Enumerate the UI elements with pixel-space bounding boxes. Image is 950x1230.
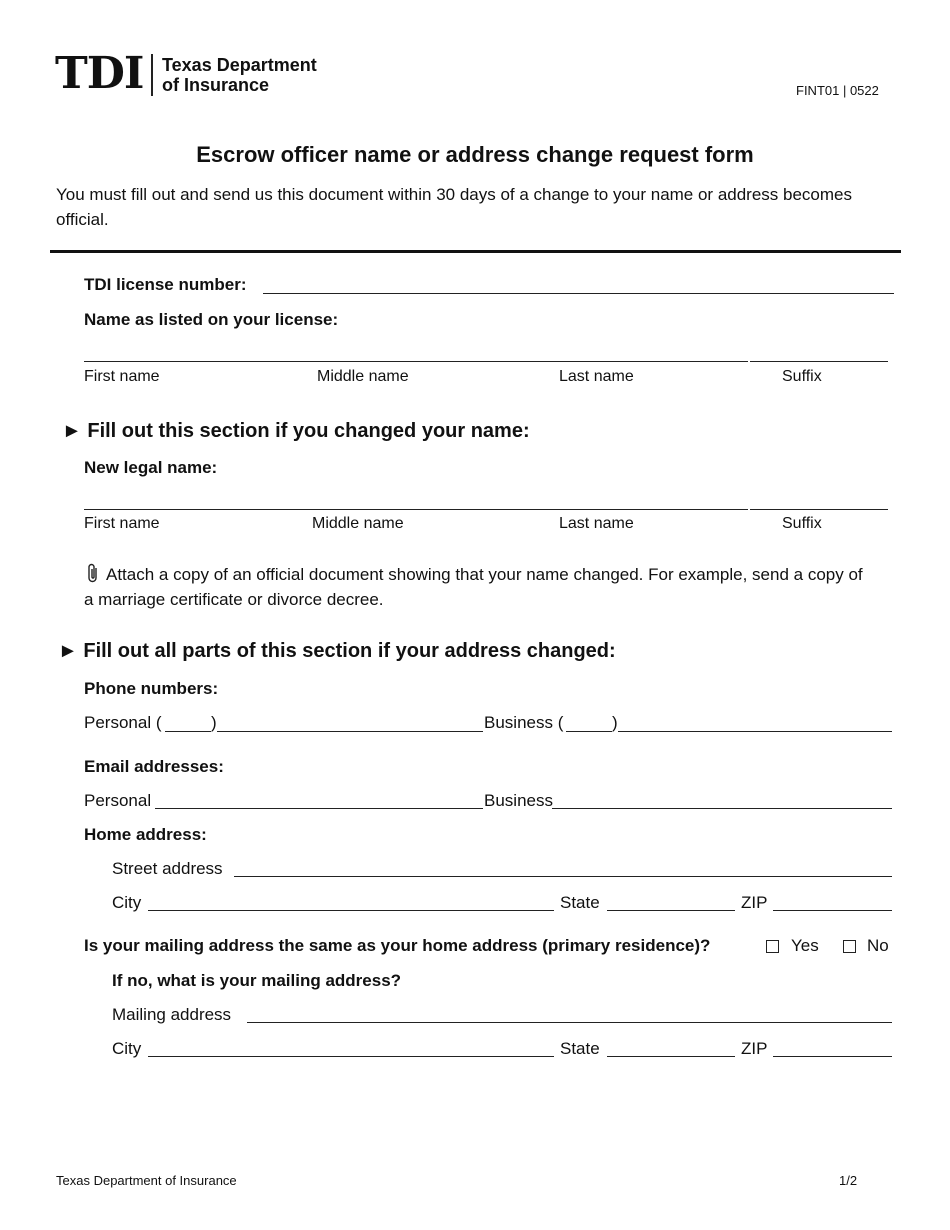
mailing-no-label: No — [867, 936, 889, 955]
email-personal-field[interactable] — [155, 808, 483, 809]
mailing-zip-field[interactable] — [773, 1056, 892, 1057]
home-city-field[interactable] — [148, 910, 554, 911]
email-addresses-label: Email addresses: — [84, 757, 224, 776]
new-middle-name-caption: Middle name — [312, 515, 404, 532]
license-number-label: TDI license number: — [84, 275, 247, 294]
mailing-same-question: Is your mailing address the same as your home address (primary residence)? — [84, 936, 711, 955]
page-number: 1/2 — [839, 1173, 858, 1188]
new-first-name-caption: First name — [84, 515, 160, 532]
address-change-heading: ► Fill out all parts of this section if your address changed: — [58, 640, 616, 662]
license-number-field[interactable] — [263, 293, 894, 294]
phone-business-label: Business ( — [484, 713, 564, 732]
logo-mark: TDI — [55, 48, 144, 99]
license-suffix-field[interactable] — [750, 361, 888, 362]
phone-personal-label: Personal ( — [84, 713, 162, 732]
phone-personal-number[interactable] — [217, 731, 483, 732]
form-code: FINT01 | 0522 — [796, 83, 879, 98]
license-first-name-caption: First name — [84, 368, 160, 385]
phone-business-number[interactable] — [618, 731, 892, 732]
street-address-field[interactable] — [234, 876, 892, 877]
logo-line-2: of Insurance — [162, 75, 270, 95]
license-middle-name-caption: Middle name — [317, 368, 409, 385]
home-state-field[interactable] — [607, 910, 735, 911]
mailing-yes-checkbox[interactable] — [766, 940, 779, 953]
attach-note — [84, 562, 876, 612]
home-state-label: State — [560, 893, 600, 912]
mailing-state-field[interactable] — [607, 1056, 735, 1057]
if-no-mailing-label: If no, what is your mailing address? — [112, 971, 402, 990]
email-business-field[interactable] — [552, 808, 892, 809]
email-business-label: Business — [484, 791, 553, 810]
mailing-yes-label: Yes — [791, 936, 819, 955]
new-last-name-caption: Last name — [559, 515, 634, 532]
license-name-label: Name as listed on your license: — [84, 310, 339, 329]
mailing-city-field[interactable] — [148, 1056, 554, 1057]
home-city-label: City — [112, 893, 142, 912]
section-divider — [50, 250, 901, 253]
phone-business-area-code[interactable] — [566, 731, 612, 732]
street-address-label: Street address — [112, 859, 223, 878]
name-change-heading: ► Fill out this section if you changed your name: — [62, 420, 530, 442]
email-personal-label: Personal — [84, 791, 152, 810]
phone-personal-paren: ) — [211, 713, 217, 732]
home-zip-field[interactable] — [773, 910, 892, 911]
license-suffix-caption: Suffix — [782, 368, 822, 385]
phone-numbers-label: Phone numbers: — [84, 679, 219, 698]
phone-business-paren: ) — [612, 713, 618, 732]
footer-org: Texas Department of Insurance — [56, 1173, 237, 1188]
tdi-logo — [55, 48, 345, 100]
mailing-state-label: State — [560, 1039, 600, 1058]
new-name-field[interactable] — [84, 509, 748, 510]
logo-divider — [151, 54, 153, 96]
page-title: Escrow officer name or address change request form — [196, 142, 754, 167]
mailing-address-field[interactable] — [247, 1022, 892, 1023]
mailing-city-label: City — [112, 1039, 142, 1058]
mailing-no-checkbox[interactable] — [843, 940, 856, 953]
new-suffix-caption: Suffix — [782, 515, 822, 532]
intro-text: You must fill out and send us this document within 30 days of a change to your name or address becomes official. — [56, 185, 853, 229]
home-address-label: Home address: — [84, 825, 207, 844]
license-last-name-caption: Last name — [559, 368, 634, 385]
mailing-address-label: Mailing address — [112, 1005, 232, 1024]
attach-note-text: Attach a copy of an official document showing that your name changed. For example, send a copy of a marriage certificate or divorce decree. — [84, 565, 863, 609]
home-zip-label: ZIP — [741, 893, 768, 912]
mailing-zip-label: ZIP — [741, 1039, 768, 1058]
new-suffix-field[interactable] — [750, 509, 888, 510]
phone-personal-area-code[interactable] — [165, 731, 211, 732]
license-name-field[interactable] — [84, 361, 748, 362]
logo-line-1: Texas Department — [162, 55, 317, 75]
new-legal-name-label: New legal name: — [84, 458, 218, 477]
